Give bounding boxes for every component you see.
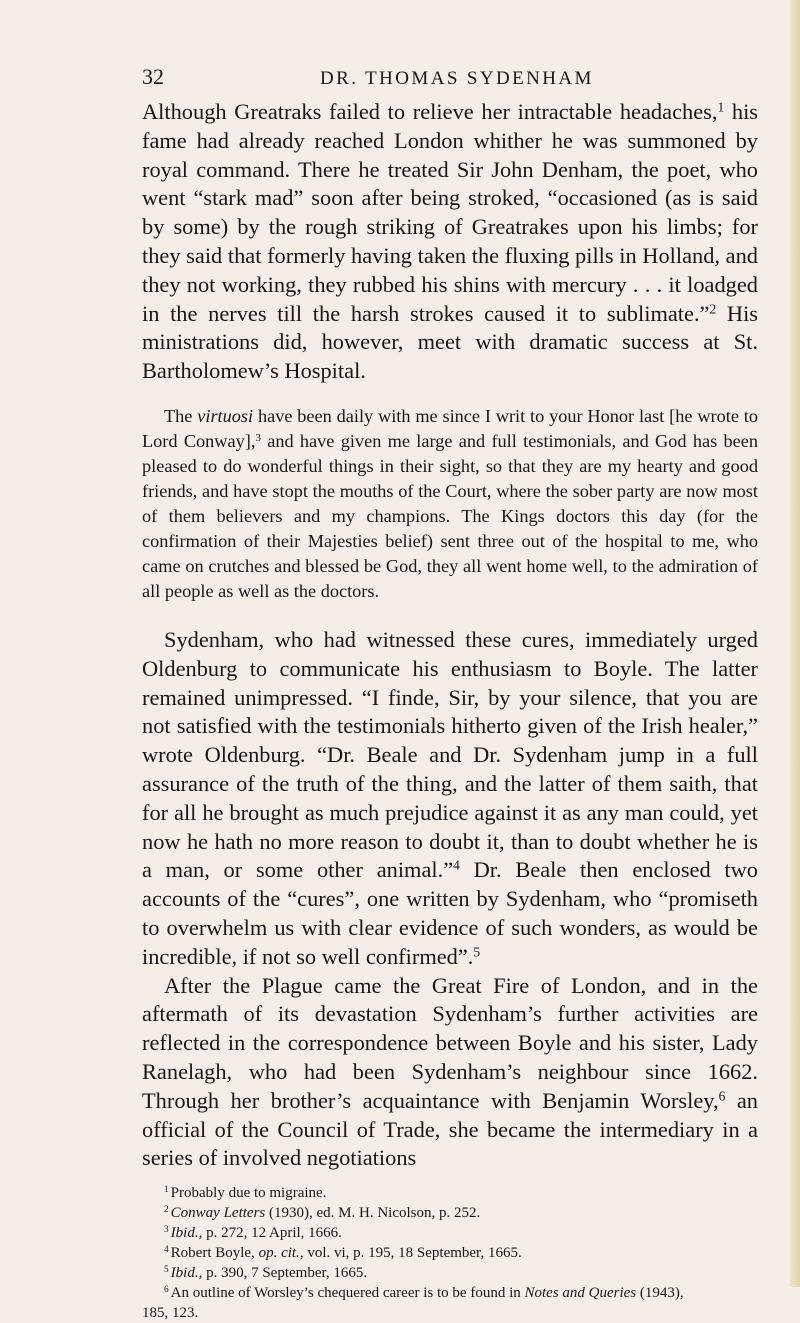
block-quote: The virtuosi have been daily with me since I writ to your Honor last [he wrote to Lord Conway],$^3$ and have given me large and full testimonials, and God has been pleased to do wonderful things in their sight, so that they are my hearty and good friends, and have stopt the mouths of the Court, where the sober party are now most of them believers and my champions. The Kings doctors this day (for the confirmation of their Majesties belief) sent three out of the hospital to me, who came on crutches and blessed be God, they all went home well, to the admiration of all people as well as the doctors. <box>142 405 758 601</box>
footnote-ref-1: 1 <box>717 99 725 115</box>
page-number: 32 <box>142 64 164 89</box>
book-page <box>142 64 758 1323</box>
body-text <box>142 98 758 1173</box>
footnote-ref-3: 3 <box>255 431 261 444</box>
footnote-ref-2: 2 <box>709 301 717 317</box>
footnote-3: $^3$ Ibid., p. 272, 12 April, 1666. <box>164 1225 342 1242</box>
footnote-2: $^2$ Conway Letters (1930), ed. M. H. Nicolson, p. 252. <box>164 1205 481 1222</box>
footnote-5: $^5$ Ibid., p. 390, 7 September, 1665. <box>164 1265 368 1282</box>
footnote-6-continuation: 185, 123. <box>142 1305 199 1322</box>
footnote-ref-4: 4 <box>453 857 460 873</box>
paragraph-1: Although Greatraks failed to relieve her intractable headaches,$^1$ his fame had already reached London whither he was summoned by royal command. There he treated Sir John Denham, the poet, who went “stark mad” soon after being stroked, “occasioned (as is said by some) by the rough striking of Greatrakes upon his limbs; for they said that formerly having taken the fluxing pills in Holland, and they not working, they rubbed his shins with mercury . . . it loadged in the nerves till the harsh strokes caused it to sublimate.”$^2$ His ministrations did, however, meet with dramatic success at St. Bartholomew’s Hospital. <box>142 99 758 384</box>
page-header <box>142 64 758 98</box>
footnote-1: $^1$ Probably due to migraine. <box>164 1185 327 1202</box>
footnote-6: $^6$ An outline of Worsley’s chequered career is to be found in Notes and Queries (1943), <box>164 1285 684 1302</box>
paragraph-3: After the Plague came the Great Fire of London, and in the aftermath of its devastation Sydenham’s further activities are reflected in the correspondence between Boyle and his sister, Lady Ranelagh, who had been Sydenham’s neighbour since 1662. Through her brother’s acquaintance with Benjamin Worsley,$^6$ an official of the Council of Trade, she became the intermediary in a series of involved negotiations <box>142 972 758 1171</box>
footnote-4: $^4$ Robert Boyle, op. cit., vol. vi, p. 195, 18 September, 1665. <box>164 1245 522 1262</box>
running-head: DR. THOMAS SYDENHAM <box>320 68 594 89</box>
footnotes <box>142 1183 758 1323</box>
page-edge <box>790 0 800 1287</box>
footnote-ref-5: 5 <box>473 944 481 960</box>
footnote-ref-6: 6 <box>718 1088 726 1104</box>
paragraph-2: Sydenham, who had witnessed these cures, immediately urged Oldenburg to communicate his enthusiasm to Boyle. The latter remained unimpressed. “I finde, Sir, by your silence, that you are not satisfied with the testimonials hitherto given of the Irish healer,” wrote Oldenburg. “Dr. Beale and Dr. Sydenham jump in a full assurance of the truth of the thing, and the latter of them saith, that for all he brought as much prejudice against it as any man could, yet now he hath no more reason to doubt it, than to doubt whether he is a man, or some other animal.”$^4$ Dr. Beale then enclosed two accounts of the “cures”, one written by Sydenham, who “promiseth to overwhelm us with clear evidence of such wonders, as would be incredible, if not so well confirmed”.$^5$ <box>142 626 758 969</box>
